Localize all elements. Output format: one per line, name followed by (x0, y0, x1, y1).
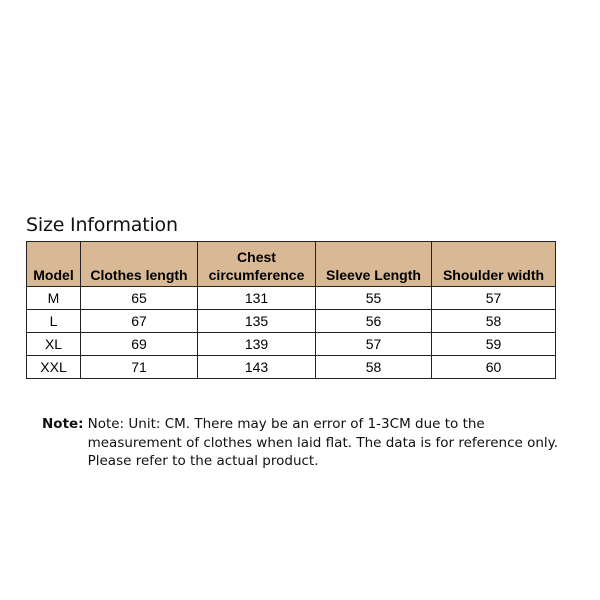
cell-shoulder-width: 58 (432, 310, 556, 333)
cell-sleeve-length: 57 (316, 333, 432, 356)
table-row (27, 356, 556, 379)
cell-sleeve-length: 55 (316, 287, 432, 310)
cell-chest-circumference: 143 (198, 356, 316, 379)
cell-sleeve-length: 58 (316, 356, 432, 379)
table-row (27, 287, 556, 310)
cell-clothes-length: 65 (81, 287, 198, 310)
note-text: Note: Unit: CM. There may be an error of 1-3CM due to the measurement of clothes when laid flat. The data is for reference only. Please refer to the actual product. (87, 416, 559, 469)
header-clothes-length: Clothes length (81, 242, 198, 287)
cell-sleeve-length: 56 (316, 310, 432, 333)
cell-clothes-length: 71 (81, 356, 198, 379)
cell-model: XL (27, 333, 81, 356)
header-chest-circumference: Chest circumference (198, 242, 316, 287)
table-header-row (27, 242, 556, 287)
cell-model: L (27, 310, 81, 333)
note-label: Note: (42, 416, 84, 432)
cell-clothes-length: 67 (81, 310, 198, 333)
cell-chest-circumference: 139 (198, 333, 316, 356)
header-sleeve-length: Sleeve Length (316, 242, 432, 287)
cell-chest-circumference: 135 (198, 310, 316, 333)
cell-model: M (27, 287, 81, 310)
note-block (42, 415, 572, 471)
size-info-title: Size Information (26, 214, 178, 236)
table-row (27, 333, 556, 356)
cell-clothes-length: 69 (81, 333, 198, 356)
cell-shoulder-width: 60 (432, 356, 556, 379)
cell-chest-circumference: 131 (198, 287, 316, 310)
cell-model: XXL (27, 356, 81, 379)
size-table (26, 241, 556, 379)
cell-shoulder-width: 59 (432, 333, 556, 356)
cell-shoulder-width: 57 (432, 287, 556, 310)
header-model: Model (27, 242, 81, 287)
header-shoulder-width: Shoulder width (432, 242, 556, 287)
table-row (27, 310, 556, 333)
